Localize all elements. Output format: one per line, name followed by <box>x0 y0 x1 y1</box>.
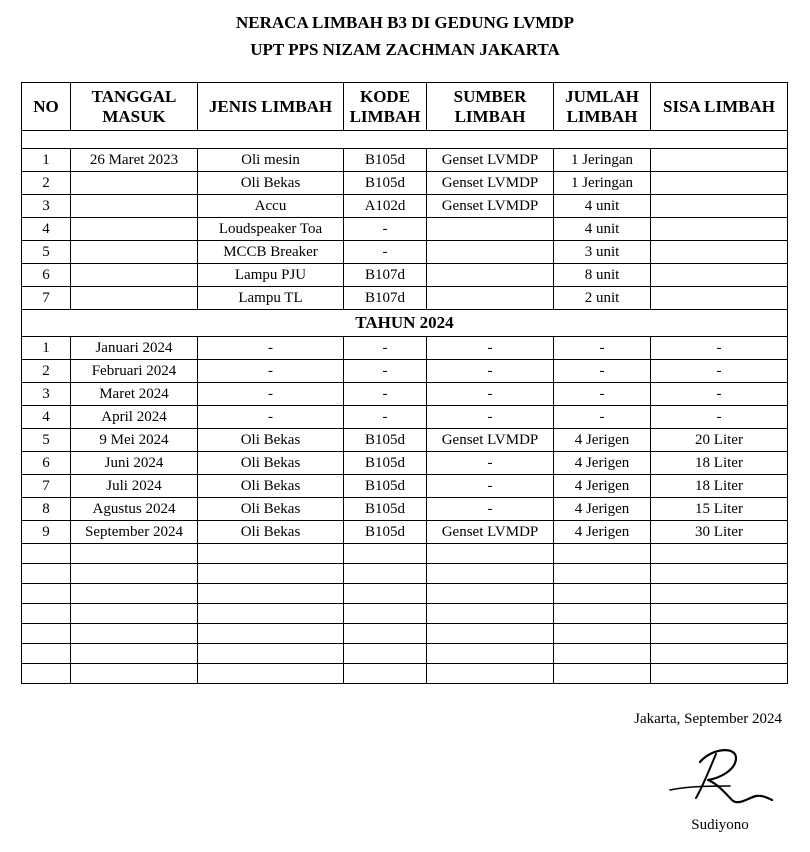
cell-sisa: 18 Liter <box>651 452 788 475</box>
table-header-row <box>22 83 788 131</box>
cell-sisa: - <box>651 406 788 429</box>
table-row <box>22 337 788 360</box>
cell-sisa <box>651 172 788 195</box>
cell-no: 4 <box>22 406 71 429</box>
spacer-row <box>22 131 788 149</box>
cell-jumlah: 3 unit <box>554 241 651 264</box>
table-row <box>22 452 788 475</box>
cell-tanggal <box>71 218 198 241</box>
cell-tanggal <box>71 264 198 287</box>
place-date: Jakarta, September 2024 <box>634 711 782 727</box>
cell-jenis: Loudspeaker Toa <box>198 218 344 241</box>
cell-jenis: Oli Bekas <box>198 172 344 195</box>
cell-jumlah: 1 Jeringan <box>554 172 651 195</box>
cell-sumber: - <box>427 452 554 475</box>
cell-jumlah: 2 unit <box>554 287 651 310</box>
cell-sumber: Genset LVMDP <box>427 172 554 195</box>
cell-no: 8 <box>22 498 71 521</box>
cell-kode: A102d <box>344 195 427 218</box>
cell-sisa: 20 Liter <box>651 429 788 452</box>
cell-no: 1 <box>22 149 71 172</box>
cell-no: 7 <box>22 475 71 498</box>
cell-kode: B105d <box>344 429 427 452</box>
cell-jumlah: 4 unit <box>554 218 651 241</box>
cell-tanggal: April 2024 <box>71 406 198 429</box>
cell-sumber: - <box>427 406 554 429</box>
cell-jenis: - <box>198 360 344 383</box>
cell-no: 6 <box>22 452 71 475</box>
cell-sumber <box>427 241 554 264</box>
cell-no: 6 <box>22 264 71 287</box>
table-row <box>22 264 788 287</box>
table-row <box>22 360 788 383</box>
cell-kode: - <box>344 383 427 406</box>
cell-jenis: Lampu TL <box>198 287 344 310</box>
cell-kode: B105d <box>344 172 427 195</box>
cell-jenis: Lampu PJU <box>198 264 344 287</box>
cell-jumlah: 4 unit <box>554 195 651 218</box>
cell-jenis: - <box>198 383 344 406</box>
cell-kode: B107d <box>344 264 427 287</box>
cell-jenis: Oli Bekas <box>198 452 344 475</box>
table-row <box>22 521 788 544</box>
cell-sisa <box>651 264 788 287</box>
empty-row <box>22 624 788 644</box>
cell-jenis: Accu <box>198 195 344 218</box>
table-row <box>22 241 788 264</box>
cell-kode: B105d <box>344 521 427 544</box>
table-row <box>22 406 788 429</box>
cell-jenis: Oli mesin <box>198 149 344 172</box>
cell-sumber: - <box>427 383 554 406</box>
cell-sisa <box>651 241 788 264</box>
cell-sisa: - <box>651 383 788 406</box>
table-row <box>22 475 788 498</box>
cell-sumber: - <box>427 498 554 521</box>
cell-sumber <box>427 218 554 241</box>
cell-sisa <box>651 218 788 241</box>
empty-row <box>22 644 788 664</box>
cell-kode: B105d <box>344 149 427 172</box>
cell-kode: B105d <box>344 475 427 498</box>
cell-kode: - <box>344 406 427 429</box>
cell-sisa: 30 Liter <box>651 521 788 544</box>
empty-row <box>22 664 788 684</box>
header-jumlah: JUMLAH LIMBAH <box>554 83 651 131</box>
empty-row <box>22 544 788 564</box>
table-row <box>22 429 788 452</box>
table-row <box>22 287 788 310</box>
cell-kode: B105d <box>344 452 427 475</box>
table-row <box>22 218 788 241</box>
cell-jumlah: - <box>554 383 651 406</box>
cell-sisa: - <box>651 337 788 360</box>
cell-tanggal <box>71 172 198 195</box>
cell-jumlah: 4 Jerigen <box>554 452 651 475</box>
year-label: TAHUN 2024 <box>22 310 788 337</box>
cell-tanggal: Juni 2024 <box>71 452 198 475</box>
table-row <box>22 172 788 195</box>
cell-jumlah: 4 Jerigen <box>554 521 651 544</box>
table-row <box>22 383 788 406</box>
cell-tanggal: Januari 2024 <box>71 337 198 360</box>
cell-no: 9 <box>22 521 71 544</box>
table-row <box>22 195 788 218</box>
cell-kode: B107d <box>344 287 427 310</box>
cell-sisa <box>651 195 788 218</box>
cell-jumlah: - <box>554 337 651 360</box>
empty-row <box>22 604 788 624</box>
cell-jumlah: 4 Jerigen <box>554 498 651 521</box>
cell-jumlah: 4 Jerigen <box>554 429 651 452</box>
cell-kode: B105d <box>344 498 427 521</box>
signature-icon <box>660 740 780 815</box>
document-subtitle: UPT PPS NIZAM ZACHMAN JAKARTA <box>250 40 560 59</box>
cell-kode: - <box>344 218 427 241</box>
cell-sisa: 15 Liter <box>651 498 788 521</box>
cell-no: 2 <box>22 360 71 383</box>
cell-jumlah: 1 Jeringan <box>554 149 651 172</box>
cell-jenis: Oli Bekas <box>198 498 344 521</box>
cell-tanggal <box>71 195 198 218</box>
cell-no: 5 <box>22 429 71 452</box>
cell-sumber: Genset LVMDP <box>427 195 554 218</box>
cell-jumlah: - <box>554 360 651 383</box>
cell-tanggal: Maret 2024 <box>71 383 198 406</box>
cell-tanggal: Juli 2024 <box>71 475 198 498</box>
cell-sisa: 18 Liter <box>651 475 788 498</box>
cell-sumber <box>427 287 554 310</box>
cell-no: 3 <box>22 195 71 218</box>
table-row <box>22 498 788 521</box>
empty-row <box>22 584 788 604</box>
cell-sumber: - <box>427 360 554 383</box>
header-sumber: SUMBER LIMBAH <box>427 83 554 131</box>
cell-tanggal: Februari 2024 <box>71 360 198 383</box>
cell-jenis: Oli Bekas <box>198 429 344 452</box>
cell-tanggal: 26 Maret 2023 <box>71 149 198 172</box>
cell-jenis: Oli Bekas <box>198 521 344 544</box>
cell-tanggal: 9 Mei 2024 <box>71 429 198 452</box>
cell-kode: - <box>344 360 427 383</box>
cell-sumber: Genset LVMDP <box>427 429 554 452</box>
cell-kode: - <box>344 241 427 264</box>
cell-no: 7 <box>22 287 71 310</box>
cell-tanggal: Agustus 2024 <box>71 498 198 521</box>
cell-sisa: - <box>651 360 788 383</box>
empty-row <box>22 564 788 584</box>
cell-sumber: - <box>427 337 554 360</box>
header-kode: KODE LIMBAH <box>344 83 427 131</box>
cell-kode: - <box>344 337 427 360</box>
cell-jenis: - <box>198 337 344 360</box>
year-row <box>22 310 788 337</box>
cell-sisa <box>651 149 788 172</box>
cell-no: 1 <box>22 337 71 360</box>
cell-jumlah: 4 Jerigen <box>554 475 651 498</box>
cell-sumber: Genset LVMDP <box>427 521 554 544</box>
header-sisa: SISA LIMBAH <box>651 83 788 131</box>
cell-jenis: MCCB Breaker <box>198 241 344 264</box>
cell-no: 2 <box>22 172 71 195</box>
cell-jenis: Oli Bekas <box>198 475 344 498</box>
cell-no: 5 <box>22 241 71 264</box>
header-no: NO <box>22 83 71 131</box>
cell-jumlah: - <box>554 406 651 429</box>
cell-sumber: Genset LVMDP <box>427 149 554 172</box>
cell-sisa <box>651 287 788 310</box>
waste-balance-table <box>21 82 788 684</box>
cell-jenis: - <box>198 406 344 429</box>
cell-tanggal <box>71 287 198 310</box>
document-title: NERACA LIMBAH B3 DI GEDUNG LVMDP <box>236 13 574 32</box>
cell-no: 3 <box>22 383 71 406</box>
signer-name: Sudiyono <box>691 817 749 833</box>
cell-sumber <box>427 264 554 287</box>
cell-jumlah: 8 unit <box>554 264 651 287</box>
cell-tanggal <box>71 241 198 264</box>
cell-tanggal: September 2024 <box>71 521 198 544</box>
table-row <box>22 149 788 172</box>
header-tanggal: TANGGAL MASUK <box>71 83 198 131</box>
cell-sumber: - <box>427 475 554 498</box>
header-jenis: JENIS LIMBAH <box>198 83 344 131</box>
cell-no: 4 <box>22 218 71 241</box>
